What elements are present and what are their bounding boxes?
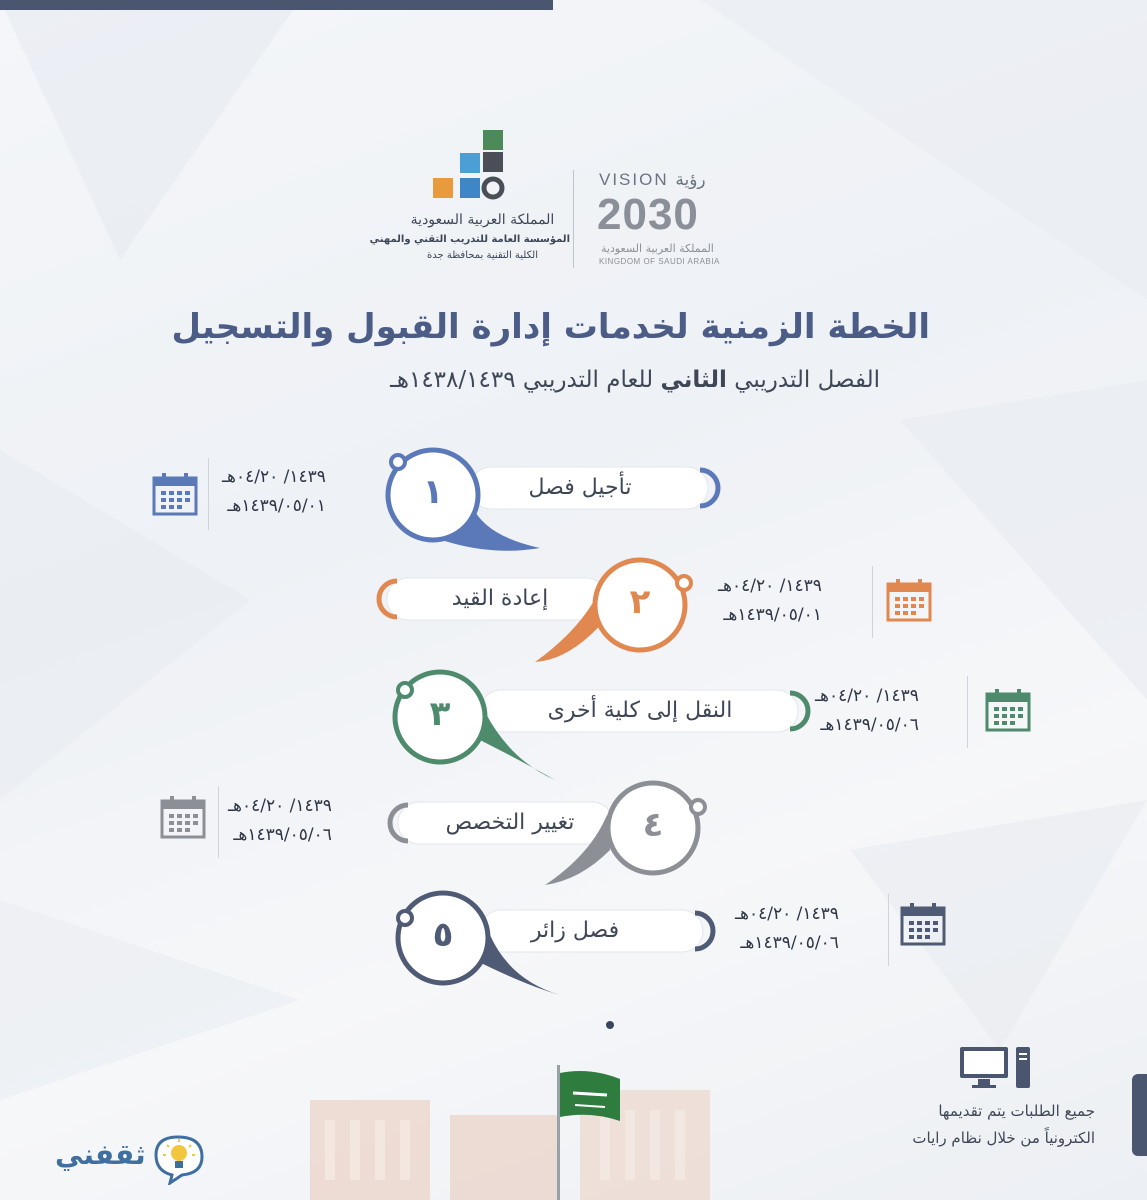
step-5-number: ٥ [432,915,454,955]
computer-icon [958,1045,1033,1090]
step-4-label: تغيير التخصص [445,810,575,835]
saudi-flag-icon [545,1065,625,1200]
step-5-divider [888,894,889,966]
step-2-number: ٢ [629,582,651,622]
step-2-divider [872,566,873,638]
step-1-divider [208,458,209,530]
step-4-divider [218,786,219,858]
step-1-start-date: ١٤٣٩/ ٠٤/٢٠هـ [222,467,326,487]
vision-english: KINGDOM OF SAUDI ARABIA [599,257,720,266]
step-1-end-date: ١٤٣٩/٠٥/٠١هـ [227,496,326,516]
vision-year: 2030 [597,190,699,239]
college-building-image [300,1075,720,1200]
footer-note [840,1098,1095,1152]
subtitle-bold: الثاني [660,367,727,393]
step-3-number: ٣ [429,694,451,734]
step-5-label: فصل زائر [530,918,620,943]
subtitle-after: للعام التدريبي ١٤٣٨/١٤٣٩هـ [390,367,654,393]
org-name-line-3: الكلية التقنية بمحافظة جدة [427,250,538,261]
calendar-icon [985,688,1031,732]
org-name-line-1: المملكة العربية السعودية [410,212,555,228]
lightbulb-icon [148,1133,210,1185]
org-name-line-2: المؤسسة العامة للتدريب التقني والمهني [369,234,570,245]
step-5-dates [735,900,839,958]
subtitle-before: الفصل التدريبي [734,367,880,393]
step-3-dates [815,682,919,740]
step-4-dates [228,792,332,850]
step-4-start-date: ١٤٣٩/ ٠٤/٢٠هـ [228,796,332,816]
step-2-dates [718,572,822,630]
vision-label: VISION رؤية [599,170,706,189]
footer-note-line-2: الكترونياً من خلال نظام رايات [912,1129,1095,1147]
step-1-dates [222,463,326,521]
step-4-number: ٤ [642,805,664,845]
step-1-label: تأجيل فصل [528,475,632,500]
step-3-start-date: ١٤٣٩/ ٠٤/٢٠هـ [815,686,919,706]
step-4-end-date: ١٤٣٩/٠٥/٠٦هـ [233,825,332,845]
calendar-icon [900,902,946,946]
step-2-label: إعادة القيد [451,586,549,611]
vision-arabic: المملكة العربية السعودية [601,242,714,255]
calendar-icon [152,472,198,516]
step-5-end-date: ١٤٣٩/٠٥/٠٦هـ [740,933,839,953]
step-1-number: ١ [422,472,444,512]
footer-note-line-1: جميع الطلبات يتم تقديمها [938,1102,1095,1120]
calendar-icon [160,795,206,839]
step-3-end-date: ١٤٣٩/٠٥/٠٦هـ [820,715,919,735]
side-tab [1132,1074,1147,1156]
calendar-icon [886,578,932,622]
page-title: الخطة الزمنية لخدمات إدارة القبول والتسجيل [171,307,930,347]
step-5-start-date: ١٤٣٩/ ٠٤/٢٠هـ [735,904,839,924]
step-3-label: النقل إلى كلية أخرى [547,698,733,723]
step-2-end-date: ١٤٣٩/٠٥/٠١هـ [723,605,822,625]
brand-name: ثقفني [55,1138,146,1171]
step-2-start-date: ١٤٣٩/ ٠٤/٢٠هـ [718,576,822,596]
step-3-divider [967,676,968,748]
